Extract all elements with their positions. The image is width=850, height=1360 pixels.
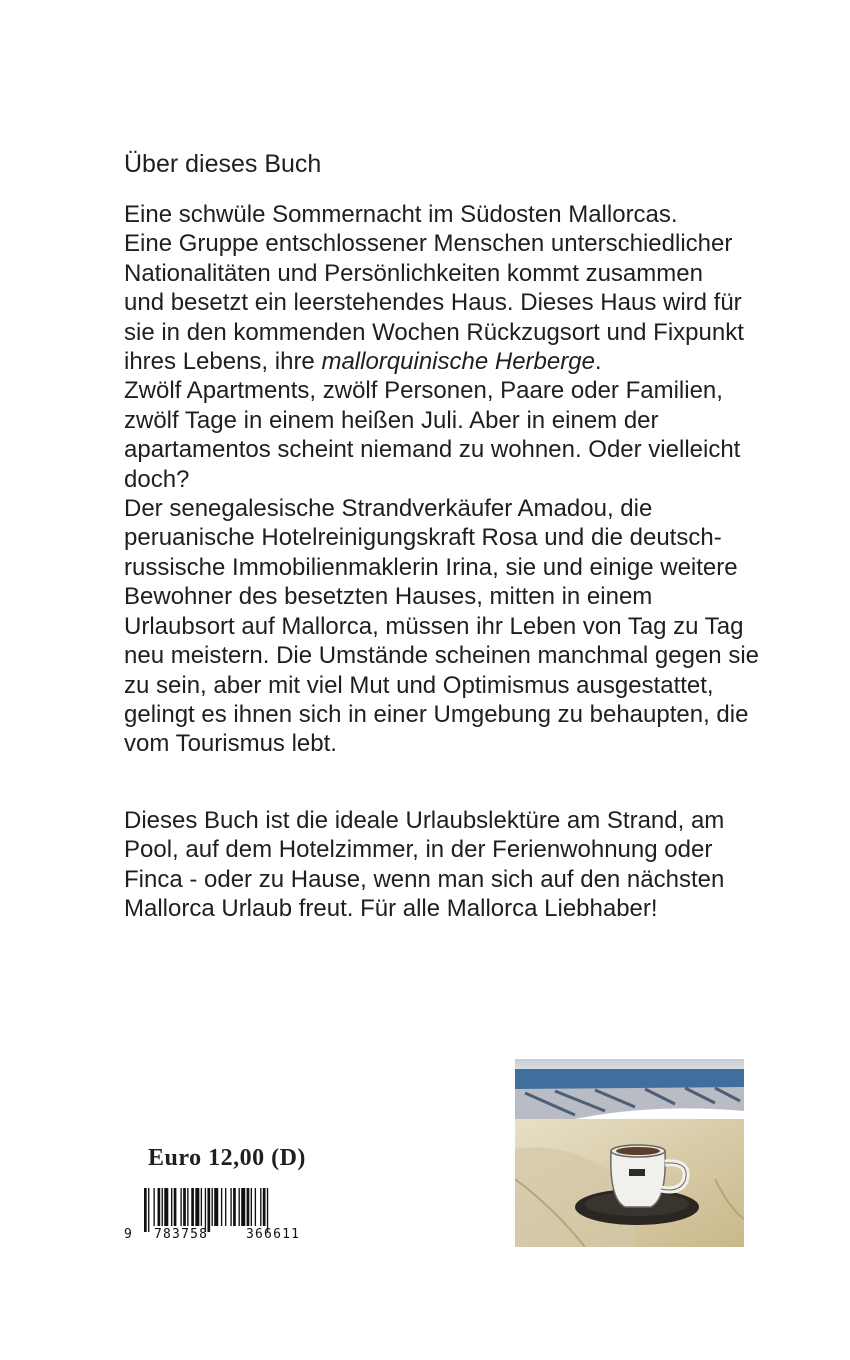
barcode-bar: [263, 1188, 266, 1226]
barcode-bar: [171, 1188, 172, 1226]
barcode-bar: [148, 1188, 149, 1232]
text-line: Bewohner des besetzten Hauses, mitten in einem: [124, 583, 653, 611]
section-heading: Über dieses Buch: [124, 150, 322, 178]
text-line: Finca - oder zu Hause, wenn man sich auf den nächsten: [124, 865, 725, 893]
barcode-bars: [144, 1188, 268, 1232]
text-line: Dieses Buch ist die ideale Urlaubslektüre am Strand, am: [124, 807, 725, 834]
text-line: Urlaubsort auf Mallorca, müssen ihr Leben von Tag zu Tag: [124, 612, 744, 640]
barcode-bar: [180, 1188, 181, 1226]
photo-sea: [515, 1069, 744, 1089]
text-fragment: .: [594, 348, 602, 376]
barcode-bar: [255, 1188, 256, 1226]
barcode-bar: [144, 1188, 147, 1232]
barcode-bar: [251, 1188, 252, 1226]
barcode-bar: [158, 1188, 161, 1226]
text-line: vom Tourismus lebt.: [124, 730, 337, 758]
barcode-bar: [187, 1188, 188, 1226]
barcode-bar: [183, 1188, 186, 1226]
cup-body: [611, 1151, 665, 1207]
isbn-barcode: [122, 1186, 332, 1242]
text-line: und besetzt ein leerstehendes Haus. Dieses Haus wird für: [124, 289, 742, 317]
text-line: apartamentos scheint niemand zu wohnen. Oder vielleicht: [124, 436, 741, 464]
barcode-bar: [212, 1188, 213, 1226]
barcode-bar: [162, 1188, 163, 1226]
text-line: Mallorca Urlaub freut. Für alle Mallorca Liebhaber!: [124, 895, 658, 923]
barcode-bar: [260, 1188, 261, 1226]
text-line: zu sein, aber mit viel Mut und Optimismus ausgestattet,: [124, 671, 714, 699]
synopsis-paragraph: [124, 200, 764, 759]
text-line: peruanische Hotelreinigungskraft Rosa und die deutsch-: [124, 524, 722, 552]
barcode-bar: [205, 1188, 206, 1232]
barcode-bar: [214, 1188, 218, 1226]
isbn-group-2: 366611: [246, 1227, 301, 1242]
text-line: Nationalitäten und Persönlichkeiten kommt zusammen: [124, 259, 703, 287]
barcode-bar: [221, 1188, 222, 1226]
text-line: russische Immobilienmaklerin Irina, sie und einige weitere: [124, 553, 738, 581]
recommendation-paragraph: [124, 806, 764, 924]
text-fragment: ihres Lebens, ihre: [124, 348, 322, 376]
barcode-bar: [201, 1188, 202, 1226]
coffee-cup-photo: [515, 1059, 744, 1247]
text-line: sie in den kommenden Wochen Rückzugsort und Fixpunkt: [124, 318, 744, 346]
barcode-bar: [241, 1188, 245, 1226]
text-line-with-italic: [124, 347, 764, 376]
coffee: [616, 1147, 660, 1155]
cup-logo: [629, 1169, 645, 1176]
text-line: Pool, auf dem Hotelzimmer, in der Ferienwohnung oder: [124, 836, 713, 864]
text-line: neu meistern. Die Umstände scheinen manchmal gegen sie: [124, 642, 760, 670]
price-label: Euro 12,00 (D): [148, 1145, 306, 1171]
barcode-bar: [207, 1188, 210, 1232]
barcode-bar: [267, 1188, 268, 1232]
barcode-bar: [164, 1188, 168, 1226]
barcode-bar: [247, 1188, 250, 1226]
barcode-bar: [230, 1188, 231, 1226]
text-line: zwölf Tage in einem heißen Juli. Aber in einem der: [124, 406, 659, 434]
barcode-bar: [174, 1188, 177, 1226]
barcode-bar: [239, 1188, 240, 1226]
text-line: doch?: [124, 465, 190, 493]
text-line: Der senegalesische Strandverkäufer Amadou, die: [124, 495, 653, 523]
barcode-bar: [153, 1188, 154, 1226]
text-line: Zwölf Apartments, zwölf Personen, Paare oder Familien,: [124, 377, 723, 405]
text-line: Eine Gruppe entschlossener Menschen unterschiedlicher: [124, 230, 733, 258]
italic-title: mallorquinische Herberge: [321, 348, 595, 376]
isbn-group-1: 783758: [154, 1227, 209, 1242]
text-line: Eine schwüle Sommernacht im Südosten Mallorcas.: [124, 201, 678, 228]
barcode-bar: [191, 1188, 194, 1226]
barcode-bar: [195, 1188, 199, 1226]
barcode-bar: [225, 1188, 226, 1226]
barcode-bar: [233, 1188, 236, 1226]
text-line: gelingt es ihnen sich in einer Umgebung zu behaupten, die: [124, 700, 749, 728]
isbn-first-digit: 9: [124, 1227, 132, 1242]
